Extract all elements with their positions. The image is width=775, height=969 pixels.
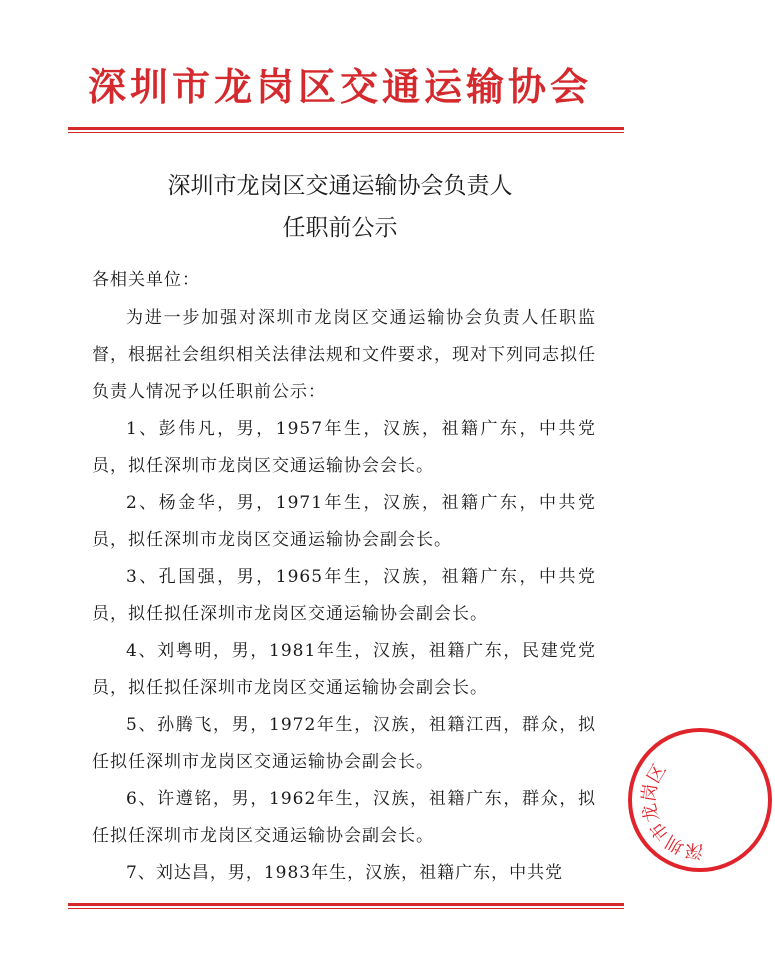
notice-body — [92, 300, 596, 892]
candidate-item-4: 4、刘粤明，男，1981年生，汉族，祖籍广东，民建党党员，拟任拟任深圳市龙岗区交通运输协会副会长。 — [92, 641, 596, 698]
footer-divider — [68, 903, 624, 909]
candidate-item-6: 6、许遵铭，男，1962年生，汉族，祖籍广东，群众，拟任拟任深圳市龙岗区交通运输协会副会长。 — [92, 789, 596, 846]
notice-title-line1: 深圳市龙岗区交通运输协会负责人 — [167, 173, 513, 199]
divider-thick-line — [68, 127, 624, 130]
divider-thin-line — [68, 132, 624, 133]
divider-thick-line — [68, 903, 624, 906]
candidate-item-3: 3、孔国强，男，1965年生，汉族，祖籍广东，中共党员，拟任拟任深圳市龙岗区交通运输协会副会长。 — [92, 567, 596, 624]
notice-title-line2: 任职前公示 — [282, 215, 398, 241]
candidate-item-5: 5、孙腾飞，男，1972年生，汉族，祖籍江西，群众，拟任拟任深圳市龙岗区交通运输协会副会长。 — [92, 715, 596, 772]
salutation: 各相关单位： — [92, 270, 200, 290]
divider-thin-line — [68, 908, 624, 909]
candidate-item-7: 7、刘达昌，男，1983年生，汉族，祖籍广东，中共党 — [126, 863, 564, 883]
intro-paragraph: 为进一步加强对深圳市龙岗区交通运输协会负责人任职监督，根据社会组织相关法律法规和文件要求，现对下列同志拟任负责人情况予以任职前公示： — [92, 308, 596, 402]
candidate-item-2: 2、杨金华，男，1971年生，汉族，祖籍广东，中共党员，拟任深圳市龙岗区交通运输协会副会长。 — [92, 493, 596, 550]
letterhead-divider-top — [68, 127, 624, 133]
letterhead-org-name: 深圳市龙岗区交通运输协会 — [87, 64, 592, 109]
candidate-item-1: 1、彭伟凡，男，1957年生，汉族，祖籍广东，中共党员，拟任深圳市龙岗区交通运输协会会长。 — [92, 419, 596, 476]
official-seal-stamp — [625, 725, 775, 875]
seal-text: 深圳市龙岗区 — [638, 760, 705, 862]
